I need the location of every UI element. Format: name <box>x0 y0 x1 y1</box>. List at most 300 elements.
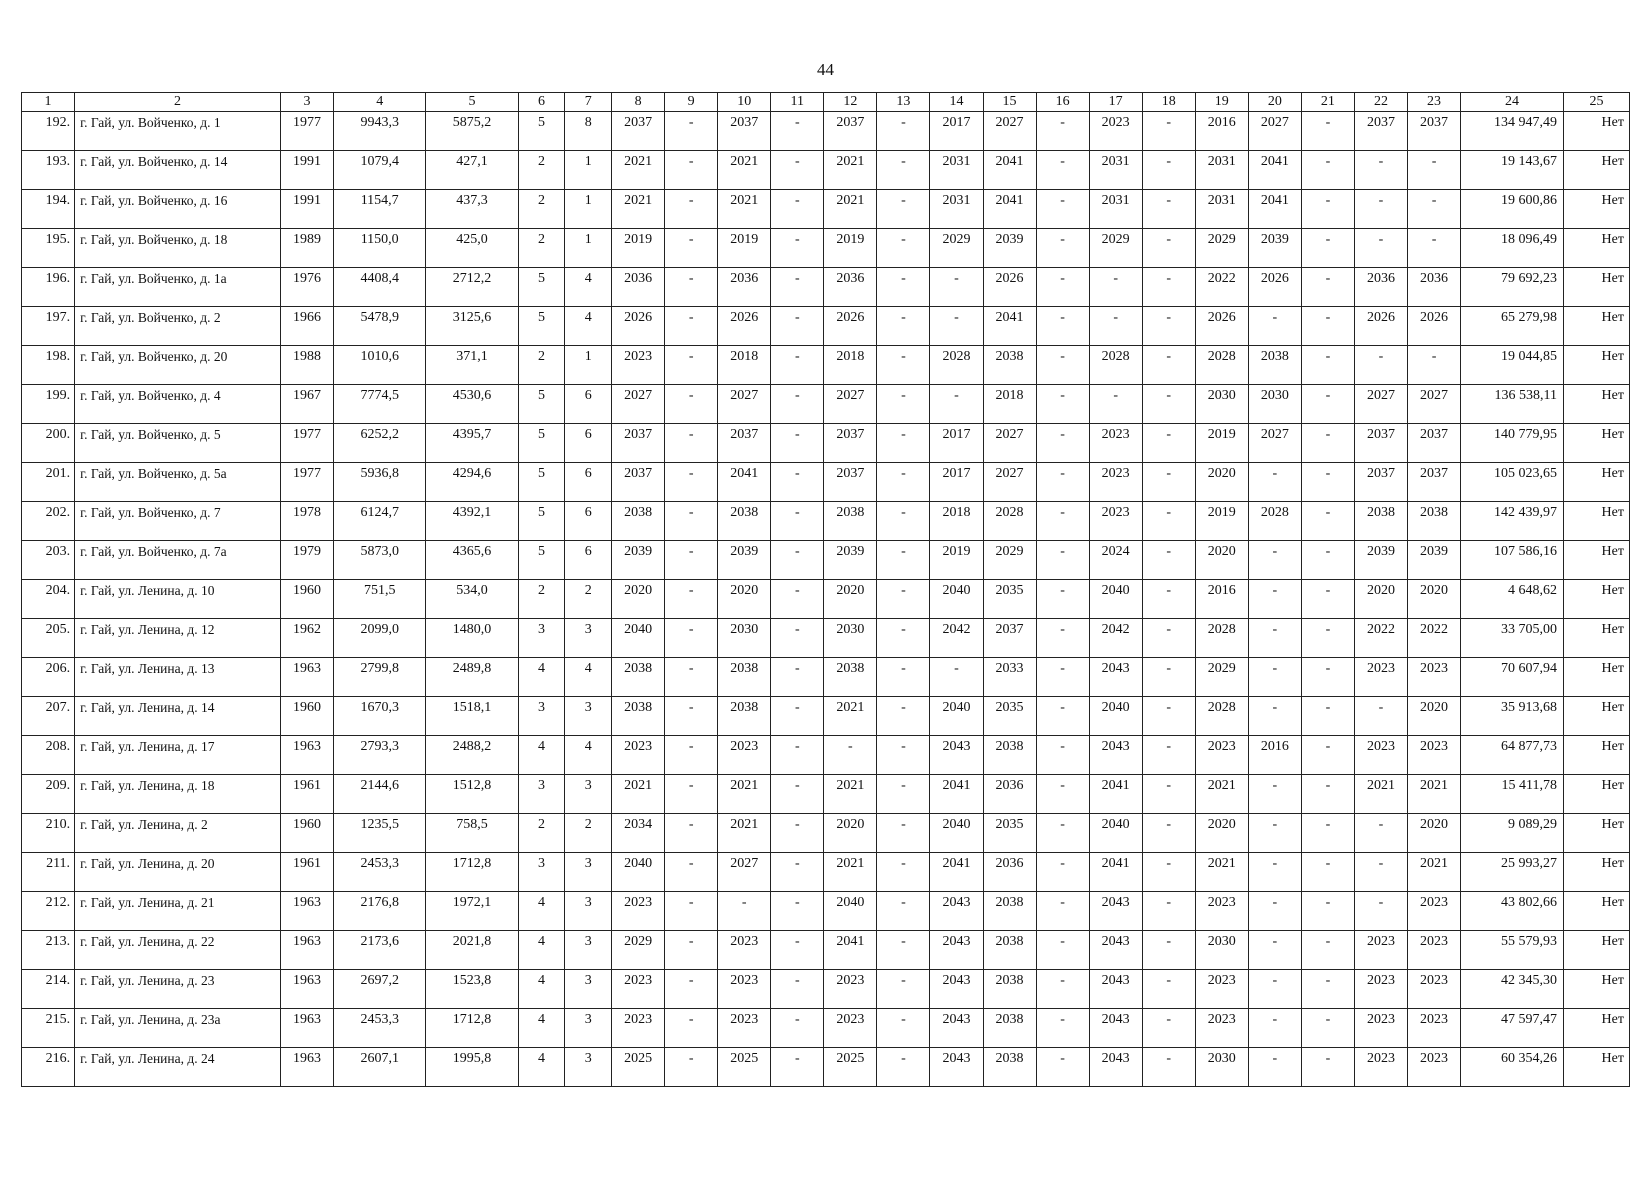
row-number: 193. <box>22 151 75 190</box>
table-cell: 2697,2 <box>334 970 426 1009</box>
address-cell: г. Гай, ул. Ленина, д. 10 <box>75 580 281 619</box>
table-cell: - <box>1089 268 1142 307</box>
table-cell: 2017 <box>930 463 983 502</box>
table-cell: 2023 <box>1408 658 1461 697</box>
column-header: 10 <box>718 93 771 112</box>
row-number: 210. <box>22 814 75 853</box>
table-cell: 2027 <box>612 385 665 424</box>
table-cell: 1150,0 <box>334 229 426 268</box>
table-cell: 25 993,27 <box>1461 853 1564 892</box>
table-cell: - <box>1301 463 1354 502</box>
table-cell: 2020 <box>1195 463 1248 502</box>
table-cell: 4 <box>518 931 565 970</box>
table-cell: 4294,6 <box>426 463 518 502</box>
table-cell: 5 <box>518 424 565 463</box>
table-cell: 2038 <box>983 970 1036 1009</box>
table-cell: 2033 <box>983 658 1036 697</box>
table-cell: 5936,8 <box>334 463 426 502</box>
table-cell: 2043 <box>930 892 983 931</box>
table-row <box>22 580 1630 619</box>
table-cell: 5 <box>518 385 565 424</box>
table-cell: 4392,1 <box>426 502 518 541</box>
column-header: 24 <box>1461 93 1564 112</box>
table-cell: 2026 <box>1408 307 1461 346</box>
table-cell: - <box>771 190 824 229</box>
table-cell: 19 600,86 <box>1461 190 1564 229</box>
table-cell: 1991 <box>280 190 333 229</box>
table-cell: - <box>1036 697 1089 736</box>
table-cell: 6 <box>565 541 612 580</box>
table-cell: - <box>1142 814 1195 853</box>
table-cell: 2018 <box>824 346 877 385</box>
table-cell: 2036 <box>824 268 877 307</box>
table-cell: - <box>1142 853 1195 892</box>
table-cell: 6 <box>565 424 612 463</box>
table-cell: 1 <box>565 346 612 385</box>
table-cell: 4 <box>565 658 612 697</box>
table-cell: - <box>1354 229 1407 268</box>
table-cell: - <box>771 580 824 619</box>
table-cell: - <box>1248 970 1301 1009</box>
table-cell: - <box>1036 619 1089 658</box>
table-cell: 6 <box>565 463 612 502</box>
table-cell: 2038 <box>824 502 877 541</box>
table-cell: 2043 <box>1089 970 1142 1009</box>
table-cell: 134 947,49 <box>1461 112 1564 151</box>
table-cell: 2021 <box>718 775 771 814</box>
table-cell: 2020 <box>1354 580 1407 619</box>
table-cell: 2099,0 <box>334 619 426 658</box>
table-cell: 1518,1 <box>426 697 518 736</box>
address-cell: г. Гай, ул. Ленина, д. 18 <box>75 775 281 814</box>
table-cell: - <box>1301 112 1354 151</box>
table-cell: 7774,5 <box>334 385 426 424</box>
table-cell: 2038 <box>612 502 665 541</box>
address-cell: г. Гай, ул. Войченко, д. 7 <box>75 502 281 541</box>
row-number: 208. <box>22 736 75 775</box>
table-cell: 1963 <box>280 970 333 1009</box>
table-cell: 2036 <box>1354 268 1407 307</box>
table-cell: 2026 <box>612 307 665 346</box>
table-cell: - <box>771 307 824 346</box>
table-cell: 2038 <box>983 346 1036 385</box>
table-cell: 2037 <box>612 112 665 151</box>
table-cell: 18 096,49 <box>1461 229 1564 268</box>
table-cell: - <box>771 892 824 931</box>
table-cell: - <box>771 814 824 853</box>
table-cell: 1976 <box>280 268 333 307</box>
table-row <box>22 736 1630 775</box>
table-cell: - <box>771 502 824 541</box>
table-cell: 1979 <box>280 541 333 580</box>
table-cell: 2021 <box>612 190 665 229</box>
table-cell: 2021 <box>1354 775 1407 814</box>
table-row <box>22 814 1630 853</box>
table-cell: 2712,2 <box>426 268 518 307</box>
table-cell: - <box>665 112 718 151</box>
table-cell: - <box>1142 385 1195 424</box>
table-row <box>22 1009 1630 1048</box>
table-cell: - <box>771 541 824 580</box>
table-body <box>22 112 1630 1087</box>
table-cell: 2038 <box>718 502 771 541</box>
table-cell: 1154,7 <box>334 190 426 229</box>
table-cell: 2020 <box>1408 580 1461 619</box>
table-cell: Нет <box>1564 151 1630 190</box>
header-row <box>22 93 1630 112</box>
table-cell: 42 345,30 <box>1461 970 1564 1009</box>
table-cell: 2039 <box>1354 541 1407 580</box>
table-cell: - <box>771 853 824 892</box>
table-cell: 2043 <box>930 931 983 970</box>
table-cell: 3 <box>565 931 612 970</box>
table-cell: 2020 <box>1195 541 1248 580</box>
table-cell: 2793,3 <box>334 736 426 775</box>
table-cell: 2038 <box>612 658 665 697</box>
table-cell: 1480,0 <box>426 619 518 658</box>
table-cell: 2021 <box>1408 775 1461 814</box>
row-number: 211. <box>22 853 75 892</box>
table-cell: - <box>1248 814 1301 853</box>
row-number: 216. <box>22 1048 75 1087</box>
table-cell: 2038 <box>1408 502 1461 541</box>
table-cell: - <box>665 385 718 424</box>
table-cell: - <box>665 658 718 697</box>
row-number: 197. <box>22 307 75 346</box>
table-cell: 2043 <box>930 1009 983 1048</box>
column-header: 22 <box>1354 93 1407 112</box>
table-cell: 1 <box>565 229 612 268</box>
table-cell: 2038 <box>983 1048 1036 1087</box>
table-cell: 9943,3 <box>334 112 426 151</box>
table-cell: - <box>1301 853 1354 892</box>
table-cell: 3 <box>518 775 565 814</box>
table-cell: 2037 <box>824 424 877 463</box>
table-cell: 3 <box>565 697 612 736</box>
table-cell: 2039 <box>824 541 877 580</box>
table-cell: 2020 <box>1408 814 1461 853</box>
table-cell: - <box>1408 346 1461 385</box>
table-cell: - <box>1036 580 1089 619</box>
table-cell: Нет <box>1564 775 1630 814</box>
table-cell: - <box>1248 463 1301 502</box>
table-cell: 2020 <box>612 580 665 619</box>
table-cell: - <box>1142 736 1195 775</box>
table-cell: 2027 <box>983 463 1036 502</box>
table-cell: 2023 <box>718 931 771 970</box>
table-cell: 1972,1 <box>426 892 518 931</box>
table-cell: - <box>771 463 824 502</box>
table-cell: - <box>1354 346 1407 385</box>
table-cell: 2040 <box>1089 580 1142 619</box>
table-cell: 2037 <box>1408 424 1461 463</box>
table-cell: 2038 <box>718 697 771 736</box>
table-cell: 4 648,62 <box>1461 580 1564 619</box>
table-cell: - <box>1142 151 1195 190</box>
table-cell: 5 <box>518 268 565 307</box>
table-cell: 2029 <box>612 931 665 970</box>
table-cell: 2030 <box>718 619 771 658</box>
table-cell: 2022 <box>1354 619 1407 658</box>
table-cell: - <box>1301 697 1354 736</box>
table-cell: - <box>665 892 718 931</box>
table-cell: - <box>877 970 930 1009</box>
table-cell: Нет <box>1564 229 1630 268</box>
table-cell: - <box>1036 892 1089 931</box>
table-cell: - <box>665 580 718 619</box>
address-cell: г. Гай, ул. Ленина, д. 13 <box>75 658 281 697</box>
table-cell: 3 <box>518 697 565 736</box>
table-cell: - <box>1036 229 1089 268</box>
table-cell: 2027 <box>1408 385 1461 424</box>
address-cell: г. Гай, ул. Войченко, д. 5а <box>75 463 281 502</box>
table-cell: - <box>1301 151 1354 190</box>
table-cell: 2038 <box>1248 346 1301 385</box>
table-cell: 2041 <box>983 151 1036 190</box>
table-cell: 6124,7 <box>334 502 426 541</box>
table-cell: - <box>665 775 718 814</box>
table-cell: - <box>1036 307 1089 346</box>
table-cell: 2 <box>518 814 565 853</box>
table-cell: 2035 <box>983 814 1036 853</box>
table-cell: 3 <box>565 1048 612 1087</box>
table-cell: 2028 <box>1089 346 1142 385</box>
table-cell: 1960 <box>280 580 333 619</box>
table-cell: - <box>771 424 824 463</box>
table-cell: 4 <box>518 736 565 775</box>
table-cell: 427,1 <box>426 151 518 190</box>
table-cell: - <box>665 229 718 268</box>
data-table <box>21 92 1630 1087</box>
table-cell: 2017 <box>930 424 983 463</box>
table-cell: 2020 <box>824 814 877 853</box>
table-cell: 3 <box>565 1009 612 1048</box>
table-cell: - <box>1301 970 1354 1009</box>
table-cell: Нет <box>1564 970 1630 1009</box>
table-cell: 2038 <box>983 931 1036 970</box>
table-cell: 2037 <box>824 463 877 502</box>
column-header: 9 <box>665 93 718 112</box>
column-header: 18 <box>1142 93 1195 112</box>
table-cell: 2026 <box>718 307 771 346</box>
table-cell: - <box>1301 385 1354 424</box>
table-cell: 2038 <box>612 697 665 736</box>
row-number: 192. <box>22 112 75 151</box>
table-cell: - <box>1036 541 1089 580</box>
table-cell: 2030 <box>1195 385 1248 424</box>
table-cell: 2020 <box>1408 697 1461 736</box>
table-cell: 2019 <box>1195 424 1248 463</box>
table-cell: 2023 <box>1089 502 1142 541</box>
table-cell: 2021 <box>612 151 665 190</box>
table-cell: 2041 <box>1089 775 1142 814</box>
table-cell: Нет <box>1564 1048 1630 1087</box>
table-cell: 105 023,65 <box>1461 463 1564 502</box>
table-cell: 1010,6 <box>334 346 426 385</box>
table-cell: 2042 <box>1089 619 1142 658</box>
table-cell: - <box>771 697 824 736</box>
row-number: 203. <box>22 541 75 580</box>
table-cell: 2031 <box>1089 190 1142 229</box>
table-cell: 2489,8 <box>426 658 518 697</box>
table-cell: 5873,0 <box>334 541 426 580</box>
table-cell: Нет <box>1564 307 1630 346</box>
table-cell: 2018 <box>930 502 983 541</box>
table-cell: - <box>665 619 718 658</box>
table-cell: - <box>877 424 930 463</box>
table-cell: 2028 <box>930 346 983 385</box>
table-cell: 2021 <box>718 151 771 190</box>
table-cell: - <box>1354 814 1407 853</box>
table-cell: 70 607,94 <box>1461 658 1564 697</box>
table-cell: 2036 <box>718 268 771 307</box>
column-header: 17 <box>1089 93 1142 112</box>
table-cell: - <box>877 112 930 151</box>
table-cell: 2038 <box>983 736 1036 775</box>
table-cell: - <box>1408 151 1461 190</box>
table-cell: 3 <box>565 970 612 1009</box>
table-cell: 2040 <box>824 892 877 931</box>
table-cell: 2041 <box>983 190 1036 229</box>
table-cell: - <box>718 892 771 931</box>
column-header: 23 <box>1408 93 1461 112</box>
table-cell: 2488,2 <box>426 736 518 775</box>
address-cell: г. Гай, ул. Ленина, д. 23 <box>75 970 281 1009</box>
table-cell: 2021 <box>1408 853 1461 892</box>
column-header: 13 <box>877 93 930 112</box>
table-cell: 6252,2 <box>334 424 426 463</box>
table-cell: 2029 <box>930 229 983 268</box>
table-cell: - <box>771 970 824 1009</box>
column-header: 14 <box>930 93 983 112</box>
table-row <box>22 541 1630 580</box>
table-row <box>22 346 1630 385</box>
table-cell: 136 538,11 <box>1461 385 1564 424</box>
table-cell: 5875,2 <box>426 112 518 151</box>
table-cell: 2 <box>518 190 565 229</box>
table-cell: 2043 <box>930 1048 983 1087</box>
table-cell: - <box>1036 931 1089 970</box>
table-cell: Нет <box>1564 424 1630 463</box>
row-number: 198. <box>22 346 75 385</box>
address-cell: г. Гай, ул. Войченко, д. 1а <box>75 268 281 307</box>
table-cell: 107 586,16 <box>1461 541 1564 580</box>
table-cell: - <box>877 775 930 814</box>
table-cell: - <box>1036 268 1089 307</box>
table-cell: - <box>1142 775 1195 814</box>
table-cell: - <box>930 658 983 697</box>
table-cell: - <box>877 307 930 346</box>
table-cell: 47 597,47 <box>1461 1009 1564 1048</box>
table-cell: - <box>1036 385 1089 424</box>
table-cell: 2027 <box>983 112 1036 151</box>
table-cell: 1988 <box>280 346 333 385</box>
table-cell: 2023 <box>1195 736 1248 775</box>
table-cell: 2040 <box>930 697 983 736</box>
table-cell: 2023 <box>1408 892 1461 931</box>
table-cell: 2040 <box>612 619 665 658</box>
table-cell: 2023 <box>1354 970 1407 1009</box>
table-cell: - <box>665 970 718 1009</box>
table-cell: Нет <box>1564 541 1630 580</box>
table-cell: 2037 <box>1354 424 1407 463</box>
table-cell: - <box>877 814 930 853</box>
table-row <box>22 112 1630 151</box>
table-cell: 2 <box>565 580 612 619</box>
table-cell: - <box>1301 541 1354 580</box>
table-cell: - <box>665 736 718 775</box>
table-cell: 2043 <box>930 970 983 1009</box>
column-header: 12 <box>824 93 877 112</box>
address-cell: г. Гай, ул. Войченко, д. 20 <box>75 346 281 385</box>
table-cell: - <box>1142 463 1195 502</box>
table-cell: 2023 <box>1408 1009 1461 1048</box>
table-cell: 2037 <box>612 463 665 502</box>
table-cell: - <box>1248 775 1301 814</box>
table-cell: 2026 <box>824 307 877 346</box>
table-cell: 4530,6 <box>426 385 518 424</box>
table-cell: - <box>1248 658 1301 697</box>
table-cell: 2023 <box>824 970 877 1009</box>
table-cell: Нет <box>1564 931 1630 970</box>
address-cell: г. Гай, ул. Ленина, д. 12 <box>75 619 281 658</box>
table-cell: 2041 <box>930 775 983 814</box>
table-cell: 2023 <box>1408 736 1461 775</box>
table-cell: Нет <box>1564 853 1630 892</box>
table-cell: 2023 <box>718 970 771 1009</box>
table-cell: - <box>877 697 930 736</box>
table-cell: 2020 <box>824 580 877 619</box>
table-cell: - <box>1248 580 1301 619</box>
address-cell: г. Гай, ул. Войченко, д. 2 <box>75 307 281 346</box>
table-cell: 64 877,73 <box>1461 736 1564 775</box>
table-row <box>22 268 1630 307</box>
table-cell: 2 <box>518 580 565 619</box>
table-cell: - <box>665 151 718 190</box>
table-cell: 2016 <box>1195 112 1248 151</box>
table-cell: 2025 <box>824 1048 877 1087</box>
address-cell: г. Гай, ул. Ленина, д. 20 <box>75 853 281 892</box>
table-cell: 2027 <box>983 424 1036 463</box>
table-cell: 19 044,85 <box>1461 346 1564 385</box>
table-cell: 2037 <box>1354 463 1407 502</box>
table-cell: 2023 <box>1354 736 1407 775</box>
table-cell: - <box>1301 1048 1354 1087</box>
table-cell: 1963 <box>280 658 333 697</box>
row-number: 196. <box>22 268 75 307</box>
table-row <box>22 151 1630 190</box>
table-cell: 33 705,00 <box>1461 619 1564 658</box>
table-cell: 2027 <box>824 385 877 424</box>
table-cell: Нет <box>1564 697 1630 736</box>
table-cell: 2019 <box>1195 502 1248 541</box>
table-cell: - <box>665 463 718 502</box>
table-cell: 1960 <box>280 697 333 736</box>
table-cell: 2028 <box>1195 619 1248 658</box>
table-cell: 5 <box>518 463 565 502</box>
table-cell: 2021 <box>824 853 877 892</box>
table-cell: 425,0 <box>426 229 518 268</box>
table-cell: - <box>1301 658 1354 697</box>
table-cell: 2040 <box>930 580 983 619</box>
table-cell: 3 <box>518 853 565 892</box>
table-cell: 2030 <box>1248 385 1301 424</box>
table-cell: 1995,8 <box>426 1048 518 1087</box>
column-header: 7 <box>565 93 612 112</box>
table-cell: - <box>1036 346 1089 385</box>
table-cell: - <box>1301 775 1354 814</box>
table-cell: 2041 <box>718 463 771 502</box>
